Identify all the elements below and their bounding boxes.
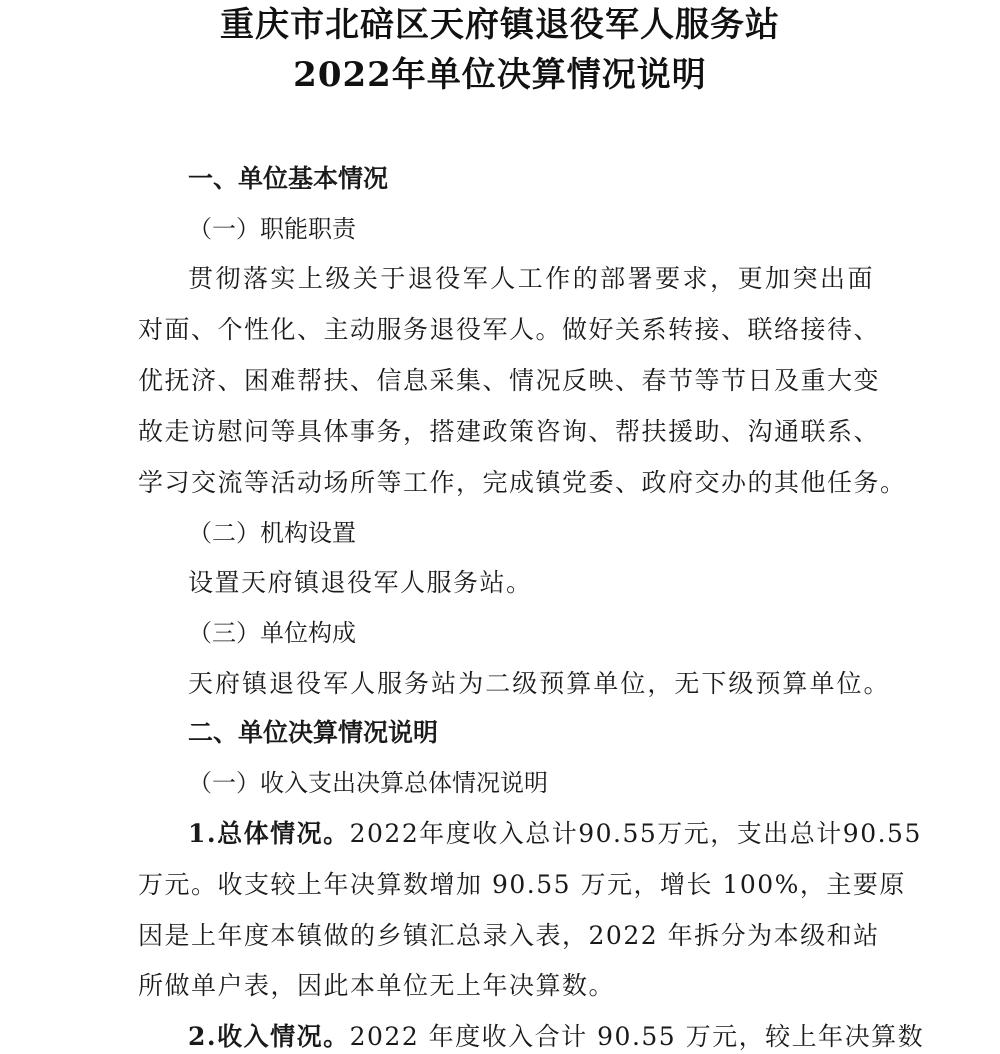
overall-situation-first-line xyxy=(188,817,922,851)
unit-composition-text: 天府镇退役军人服务站为二级预算单位，无下级预算单位。 xyxy=(188,669,890,698)
document-title-line-2: 2022年单位决算情况说明 xyxy=(293,55,707,95)
duties-paragraph-line: 对面、个性化、主动服务退役军人。做好关系转接、联络接待、 xyxy=(138,315,881,344)
document-title-line-1: 重庆市北碚区天府镇退役军人服务站 xyxy=(220,5,780,45)
income-situation-lead: 2.收入情况。 xyxy=(188,1022,350,1051)
duties-paragraph-line: 优抚济、困难帮扶、信息采集、情况反映、春节等节日及重大变 xyxy=(138,366,881,395)
organization-setup-text: 设置天府镇退役军人服务站。 xyxy=(188,568,533,597)
duties-paragraph-line: 学习交流等活动场所等工作，完成镇党委、政府交办的其他任务。 xyxy=(138,468,907,497)
duties-paragraph-line: 贯彻落实上级关于退役军人工作的部署要求，更加突出面 xyxy=(188,264,874,293)
income-situation-first-line xyxy=(188,1020,925,1054)
overall-situation-text: 2022年度收入总计90.55万元，支出总计90.55 xyxy=(349,819,922,848)
overall-situation-line: 万元。收支较上年决算数增加 90.55 万元，增长 100%，主要原 xyxy=(138,870,906,899)
overall-situation-lead: 1.总体情况。 xyxy=(188,819,350,848)
section-2-sub-1-heading: （一）收入支出决算总体情况说明 xyxy=(188,769,548,797)
overall-situation-line: 因是上年度本镇做的乡镇汇总录入表，2022 年拆分为本级和站 xyxy=(138,921,880,950)
section-1-sub-1-heading: （一）职能职责 xyxy=(188,215,356,243)
section-2-heading: 二、单位决算情况说明 xyxy=(188,718,439,747)
section-1-heading: 一、单位基本情况 xyxy=(188,164,389,193)
overall-situation-line: 所做单户表，因此本单位无上年决算数。 xyxy=(138,971,616,1000)
section-1-sub-3-heading: （三）单位构成 xyxy=(188,619,356,647)
income-situation-text: 2022 年度收入合计 90.55 万元，较上年决算数 xyxy=(349,1022,925,1051)
section-1-sub-2-heading: （二）机构设置 xyxy=(188,519,356,547)
duties-paragraph-line: 故走访慰问等具体事务，搭建政策咨询、帮扶援助、沟通联系、 xyxy=(138,417,881,446)
